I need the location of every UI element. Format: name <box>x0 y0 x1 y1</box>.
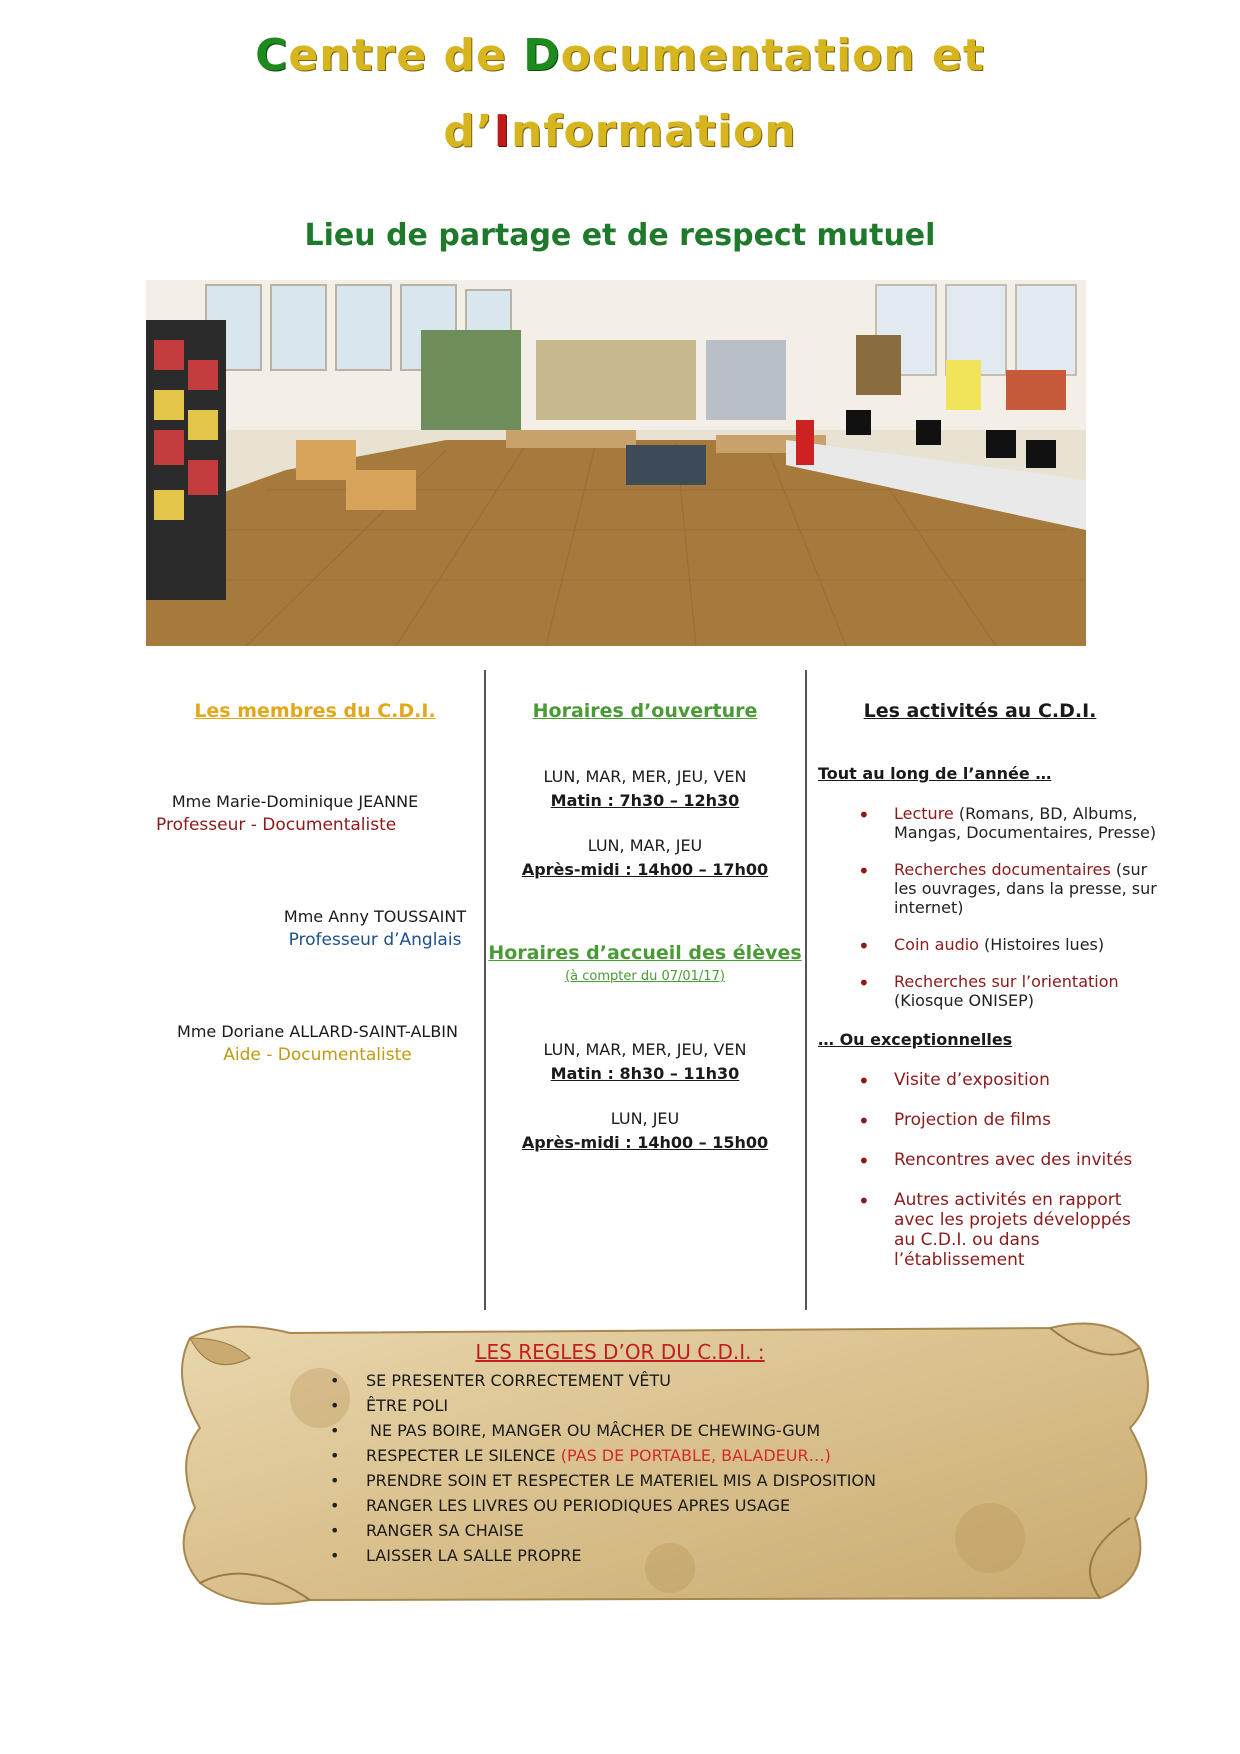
member-1-name: Mme Marie-Dominique JEANNE <box>171 792 419 811</box>
rule-item: • ÊTRE POLI <box>330 1393 876 1418</box>
student-afternoon-days: LUN, JEU <box>610 1109 680 1128</box>
rule-item: • LAISSER LA SALLE PROPRE <box>330 1543 876 1568</box>
exceptional-item: • Projection de films <box>858 1110 1158 1130</box>
activities-year-heading: Tout au long de l’année … <box>818 764 1052 783</box>
silence-note: (PAS DE PORTABLE, BALADEUR…) <box>560 1446 831 1465</box>
cdi-room-photo <box>146 280 1086 646</box>
exceptional-item: • Visite d’exposition <box>858 1070 1158 1090</box>
opening-morning-hours: Matin : 7h30 – 12h30 <box>550 791 740 810</box>
rules-list <box>330 1368 876 1568</box>
subtitle: Lieu de partage et de respect mutuel <box>304 218 936 253</box>
opening-morning-days: LUN, MAR, MER, JEU, VEN <box>543 767 747 786</box>
student-hours-note: (à compter du 07/01/17) <box>565 969 725 984</box>
rule-item: • SE PRESENTER CORRECTEMENT VÊTU <box>330 1368 876 1393</box>
activities-year-list <box>858 804 1158 1010</box>
column-divider-right <box>805 670 807 1310</box>
activity-item: • Recherches documentaires (sur les ouvrages, dans la presse, sur internet) <box>858 860 1158 917</box>
student-morning-days: LUN, MAR, MER, JEU, VEN <box>543 1040 747 1059</box>
opening-hours-heading: Horaires d’ouverture <box>532 700 758 722</box>
rule-item: • NE PAS BOIRE, MANGER OU MÂCHER DE CHEWING-GUM <box>330 1418 876 1443</box>
activity-item: • Coin audio (Histoires lues) <box>858 935 1158 954</box>
activities-exceptional-heading: … Ou exceptionnelles <box>818 1030 1013 1049</box>
title-initial-d: D <box>523 30 561 81</box>
member-3-name: Mme Doriane ALLARD-SAINT-ALBIN <box>177 1022 458 1041</box>
member-2-role: Professeur d’Anglais <box>288 930 462 950</box>
rule-item: • RANGER SA CHAISE <box>330 1518 876 1543</box>
student-morning-hours: Matin : 8h30 – 11h30 <box>550 1064 740 1083</box>
rule-item: • PRENDRE SOIN ET RESPECTER LE MATERIEL MIS A DISPOSITION <box>330 1468 876 1493</box>
member-3-role: Aide - Documentaliste <box>223 1045 412 1065</box>
activities-exceptional-list <box>858 1070 1158 1270</box>
rules-title: LES REGLES D’OR DU C.D.I. : <box>475 1340 765 1364</box>
opening-afternoon-days: LUN, MAR, JEU <box>587 836 703 855</box>
activity-item: • Lecture (Romans, BD, Albums, Mangas, Documentaires, Presse) <box>858 804 1158 842</box>
title-initial-c: C <box>255 30 289 81</box>
page-title-line-1 <box>0 30 1240 81</box>
exceptional-item: • Rencontres avec des invités <box>858 1150 1158 1170</box>
member-1 <box>140 792 450 835</box>
members-heading: Les membres du C.D.I. <box>194 700 436 722</box>
member-3 <box>155 1022 480 1065</box>
title-initial-i: I <box>493 106 511 157</box>
rule-item: • RANGER LES LIVRES OU PERIODIQUES APRES USAGE <box>330 1493 876 1518</box>
opening-afternoon-hours: Après-midi : 14h00 – 17h00 <box>521 860 769 879</box>
activities-heading: Les activités au C.D.I. <box>863 700 1097 722</box>
member-2-name: Mme Anny TOUSSAINT <box>283 907 467 926</box>
student-hours-heading: Horaires d’accueil des élèves <box>488 942 802 964</box>
page-title-line-2 <box>0 106 1240 157</box>
activity-item: • Recherches sur l’orientation (Kiosque ONISEP) <box>858 972 1158 1010</box>
title-text-c: d’ <box>443 106 494 157</box>
rule-item: • RESPECTER LE SILENCE (PAS DE PORTABLE, BALADEUR…) <box>330 1443 876 1468</box>
member-2 <box>270 907 480 950</box>
title-text-d: nformation <box>510 106 797 157</box>
column-divider-left <box>484 670 486 1310</box>
exceptional-item: • Autres activités en rapport avec les projets développés au C.D.I. ou dans l’établissement <box>858 1190 1144 1270</box>
title-text-b: ocumentation et <box>560 30 985 81</box>
student-afternoon-hours: Après-midi : 14h00 – 15h00 <box>521 1133 769 1152</box>
title-text-a: entre de <box>288 30 524 81</box>
member-1-role: Professeur - Documentaliste <box>156 815 397 835</box>
